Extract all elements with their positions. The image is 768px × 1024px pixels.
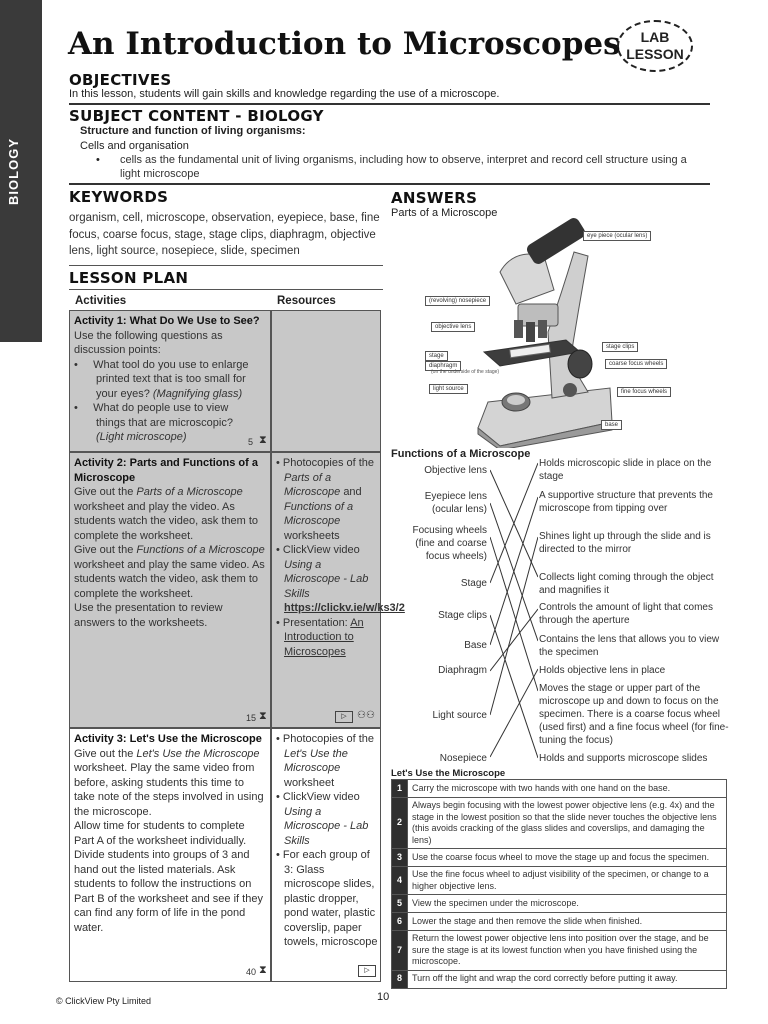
label-stage: stage: [425, 351, 448, 361]
col-resources: Resources: [277, 295, 336, 307]
table-row: 8 Turn off the light and wrap the cord correctly before putting it away.: [392, 970, 727, 988]
resource-presentation: • Presentation: An Introduction to Microscopes: [276, 616, 364, 658]
hourglass-icon: ⧗: [259, 710, 267, 722]
page-number: 10: [377, 991, 390, 1003]
activity2-p1: Give out the Parts of a Microscope worksheet and play the video. As students watch the video, ask them to complete the worksheet.: [74, 486, 259, 542]
q2-answer: (Light microscope): [96, 431, 187, 443]
subject-heading: SUBJECT CONTENT - BIOLOGY: [69, 107, 324, 125]
activity3-resources-list: [276, 732, 378, 950]
function-right: Holds objective lens in place: [539, 665, 666, 676]
matching-lines: [490, 455, 538, 765]
label-nosepiece: (revolving) nosepiece: [425, 296, 490, 306]
part-left: Stage clips: [438, 610, 487, 621]
activity3-p3: Divide students into groups of 3 and hand out the listed materials. Ask students to follow the instructions on Part B of the worksheet and see if they can find any form of life in the pond water.: [74, 849, 263, 934]
badge-line2: LESSON: [626, 46, 684, 62]
subject-sub1: Structure and function of living organisms:: [80, 125, 306, 137]
subject-sub2: Cells and organisation: [80, 140, 189, 152]
table-row: 3 Use the coarse focus wheel to move the stage up and focus the specimen.: [392, 849, 727, 867]
function-right: A supportive structure that prevents the microscope from tipping over: [539, 490, 713, 514]
divider: [69, 183, 710, 185]
function-right: Moves the stage or upper part of the microscope up and down to focus on the specimen. There is a coarse focus wheel (used first) and a fine focus wheel (for fine-tuning the focus): [539, 683, 729, 746]
label-diaphragm: diaphragm: [425, 361, 461, 371]
resource-video: • ClickView video Using a Microscope - Lab Skills: [276, 544, 369, 600]
resource-video: • ClickView video Using a Microscope - Lab Skills: [276, 791, 369, 847]
part-left: Objective lens: [424, 465, 487, 476]
activity2-resources-list: [276, 456, 405, 659]
label-coarse: coarse focus wheels: [605, 359, 667, 369]
activity1-q2: • What do people use to view things that are microscopic? (Light microscope): [74, 402, 233, 443]
table-row: 2 Always begin focusing with the lowest power objective lens (e.g. 4x) and the stage in the lowest position so that the slide never touches the objective lens (this avoids cracking of the glass slides and coverslips, and damaging the lens): [392, 798, 727, 849]
divider: [69, 103, 710, 105]
video-icon: ▷: [358, 965, 376, 977]
part-left: Base: [464, 640, 487, 651]
subject-bullet: cells as the fundamental unit of living organisms, including how to observe, interpret and record cell structure using a light microscope: [120, 154, 687, 180]
label-fine: fine focus wheels: [617, 387, 671, 397]
label-stage-clips: stage clips: [602, 342, 638, 352]
copyright: © ClickView Pty Limited: [56, 996, 151, 1006]
table-row: 1 Carry the microscope with two hands with one hand on the base.: [392, 780, 727, 798]
badge-line1: LAB: [640, 29, 670, 45]
use-title: Let's Use the Microscope: [391, 768, 506, 779]
part-left: Nosepiece: [439, 753, 487, 764]
activity1-cell: [69, 310, 271, 452]
hourglass-icon: ⧗: [259, 964, 267, 976]
keywords-text: organism, cell, microscope, observation, eyepiece, base, fine focus, coarse focus, stage, stage clips, diaphragm, objective lens, light source, nosepiece, slide, specimen: [69, 212, 380, 257]
objectives-heading: OBJECTIVES: [69, 71, 172, 89]
function-right: Contains the lens that allows you to view the specimen: [539, 634, 720, 658]
activity1-title: Activity 1: What Do We Use to See?: [74, 315, 260, 327]
divider: [69, 289, 383, 290]
table-row: 7 Return the lowest power objective lens into position over the stage, and be sure the stage is at its lowest function when you have finished using the microscope.: [392, 931, 727, 971]
col-activities: Activities: [75, 295, 127, 307]
activity2-cell: [69, 452, 271, 728]
q1-text: What tool do you use to enlarge printed text that is too small for your eyes?: [93, 358, 249, 400]
function-right: Controls the amount of light that comes through the aperture: [539, 602, 713, 626]
part-left: Diaphragm: [438, 665, 487, 676]
steps-table: [391, 779, 727, 989]
activity2-p2: Give out the Functions of a Microscope worksheet and play the same video. As students watch the video, ask them to complete the worksheet.: [74, 544, 265, 600]
lesson-plan-heading: LESSON PLAN: [69, 269, 189, 287]
activity3-p1: Give out the Let's Use the Microscope worksheet. Play the same video from before, asking students this time to take note of the steps involved in using the microscope.: [74, 747, 264, 818]
side-tab: [0, 0, 42, 342]
video-link[interactable]: https://clickv.ie/w/ks3/2: [284, 602, 405, 614]
resource-materials: • For each group of 3: Glass microscope slides, plastic dropper, pond water, plastic coverslip, paper towels, microscope: [276, 849, 378, 948]
microscope-illustration: [470, 212, 630, 448]
function-right: Collects light coming through the object and magnifies it: [539, 572, 714, 596]
time-label: 40: [246, 967, 257, 977]
page-title: An Introduction to Microscopes: [68, 26, 621, 62]
keywords-heading: KEYWORDS: [69, 188, 169, 206]
group-icon: ⚇⚇: [357, 710, 375, 721]
table-row: 4 Use the fine focus wheel to adjust visibility of the specimen, or change to a higher objective lens.: [392, 867, 727, 895]
part-left: Eyepiece lens (ocular lens): [424, 491, 487, 515]
label-eyepiece: eye piece (ocular lens): [583, 231, 651, 241]
table-row: 5 View the specimen under the microscope.: [392, 895, 727, 913]
q2-text: What do people use to view things that are microscopic?: [93, 402, 233, 429]
function-right: Shines light up through the slide and is directed to the mirror: [539, 531, 711, 555]
activity1-intro: Use the following questions as discussion points:: [74, 329, 223, 356]
hourglass-icon: ⧗: [259, 434, 267, 446]
bullet-dot: •: [96, 154, 100, 166]
table-row: 6 Lower the stage and then remove the slide when finished.: [392, 913, 727, 931]
part-left: Light source: [432, 710, 487, 721]
side-tab-label: BIOLOGY: [6, 138, 21, 205]
label-diaphragm-note: (on the underside of the stage): [431, 369, 500, 375]
video-icon: ▷: [335, 711, 353, 723]
time-label: 15: [246, 713, 257, 723]
resource-photocopies: • Photocopies of the Let's Use the Microscope worksheet: [276, 733, 375, 789]
answers-heading: ANSWERS: [391, 189, 478, 207]
activity2-title: Activity 2: Parts and Functions of a Microscope: [74, 457, 258, 484]
parts-title: Parts of a Microscope: [391, 207, 498, 219]
activity2-p3: Use the presentation to review answers to the worksheets.: [74, 602, 223, 629]
lab-lesson-badge: [617, 20, 693, 72]
functions-title: Functions of a Microscope: [391, 448, 531, 460]
presentation-link[interactable]: An Introduction to Microscopes: [284, 616, 364, 658]
divider: [69, 265, 383, 266]
activity3-cell: [69, 728, 271, 982]
activity1-q1: • What tool do you use to enlarge printed text that is too small for your eyes? (Magnifying glass): [74, 358, 249, 400]
function-right: Holds microscopic slide in place on the stage: [539, 458, 712, 482]
resource-photocopies: • Photocopies of the Parts of a Microscope and Functions of a Microscope worksheets: [276, 457, 375, 542]
label-base: base: [601, 420, 622, 430]
label-light: light source: [429, 384, 468, 394]
part-left: Focusing wheels (fine and coarse focus wheels): [412, 525, 487, 562]
objectives-text: In this lesson, students will gain skills and knowledge regarding the use of a microscope.: [69, 88, 500, 100]
activity1-resources: [271, 310, 381, 452]
q1-answer: (Magnifying glass): [152, 387, 243, 400]
activity3-p2: Allow time for students to complete Part A of the worksheet individually.: [74, 820, 247, 847]
time-label: 5: [248, 437, 254, 447]
function-right: Holds and supports microscope slides: [539, 753, 708, 764]
part-left: Stage: [460, 578, 487, 589]
label-objective: objective lens: [431, 322, 475, 332]
activity3-title: Activity 3: Let's Use the Microscope: [74, 733, 262, 745]
